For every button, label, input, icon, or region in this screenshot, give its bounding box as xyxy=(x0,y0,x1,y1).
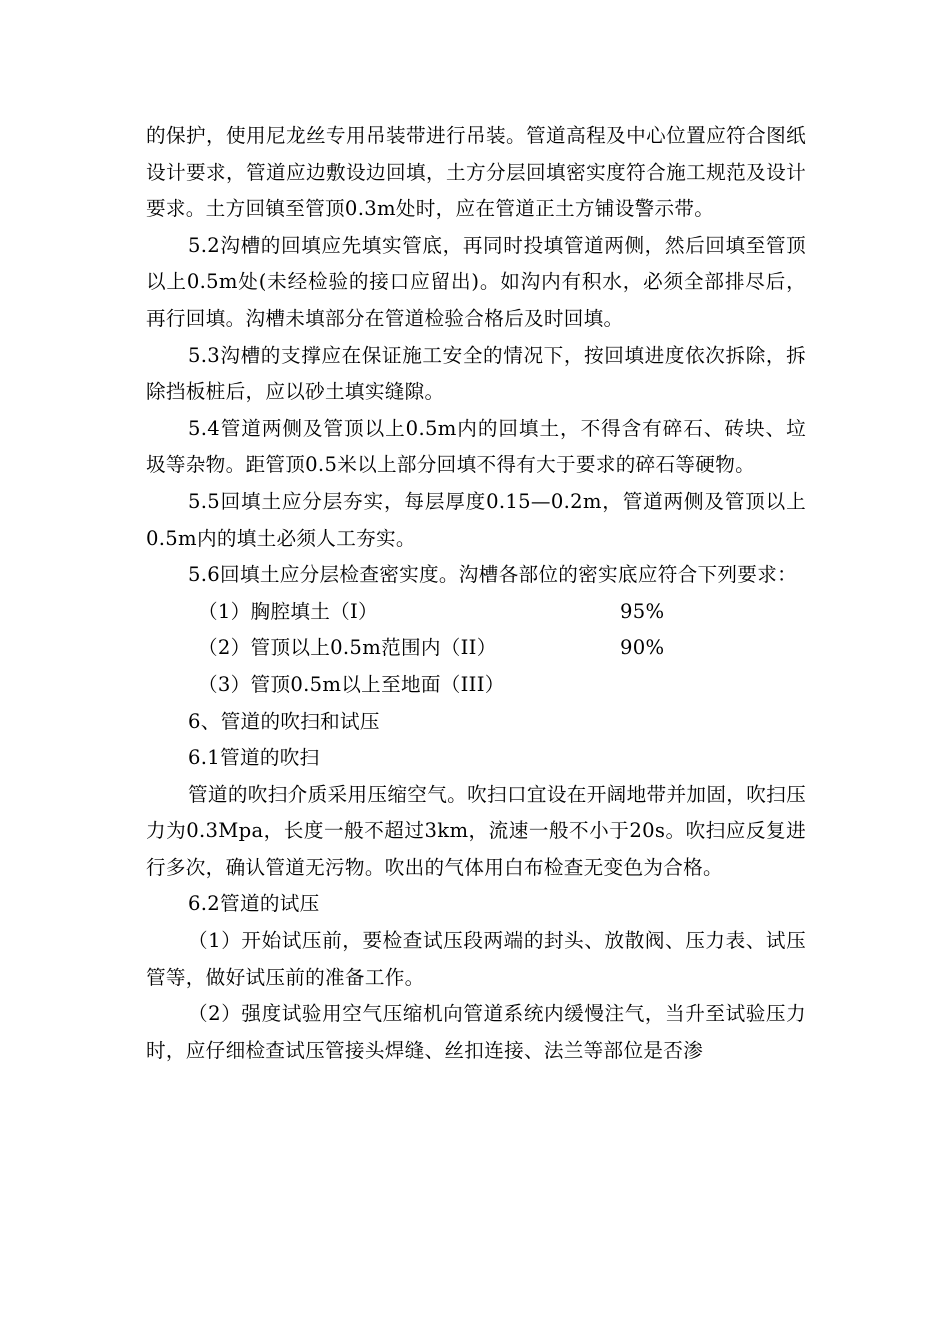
section-6-1-heading: 6.1管道的吹扫 xyxy=(188,746,320,770)
paragraph-5-5: 5.5回填土应分层夯实，每层厚度0.15—0.2m，管道两侧及管顶以上0.5m内的填土必须人工夯实。 xyxy=(146,489,806,550)
section-6-2-heading: 6.2管道的试压 xyxy=(188,892,320,916)
section-6-2-paragraph-2: （2）强度试验用空气压缩机向管道系统内缓慢注气，当升至试验压力时，应仔细检查试压管接头焊缝、丝扣连接、法兰等部位是否渗 xyxy=(146,1002,806,1062)
list-item-label: （1）胸腔填土（I） xyxy=(198,599,378,623)
list-item-label: （2）管顶以上0.5m范围内（II） xyxy=(198,636,497,660)
section-6-2-paragraph-1: （1）开始试压前，要检查试压段两端的封头、放散阀、压力表、试压管等，做好试压前的准备工作。 xyxy=(146,929,806,989)
list-item xyxy=(146,594,806,631)
list-item-label: （3）管顶0.5m以上至地面（III） xyxy=(198,672,505,696)
list-item xyxy=(146,630,806,667)
paragraph-5-6: 5.6回填土应分层检查密实度。沟槽各部位的密实底应符合下列要求： xyxy=(188,563,797,587)
paragraph-protection: 的保护，使用尼龙丝专用吊装带进行吊装。管道高程及中心位置应符合图纸设计要求，管道应边敷设边回填，土方分层回填密实度符合施工规范及设计要求。土方回镇至管顶0.3m处时，应在管道正土方铺设警示带。 xyxy=(146,124,806,221)
document-body xyxy=(146,118,806,1069)
list-item xyxy=(146,667,806,704)
paragraph-5-3: 5.3沟槽的支撑应在保证施工安全的情况下，按回填进度依次拆除，拆除挡板桩后，应以砂土填实缝隙。 xyxy=(146,343,806,404)
list-item-value: 90% xyxy=(620,636,665,660)
list-item-value: 95% xyxy=(620,599,665,623)
section-6-1-text: 管道的吹扫介质采用压缩空气。吹扫口宜设在开阔地带并加固，吹扫压力为0.3Mpa，长度一般不超过3km，流速一般不小于20s。吹扫应反复进行多次，确认管道无污物。吹出的气体用白布检查无变色为合格。 xyxy=(146,782,806,879)
paragraph-5-4: 5.4管道两侧及管顶以上0.5m内的回填土，不得含有碎石、砖块、垃圾等杂物。距管顶0.5米以上部分回填不得有大于要求的碎石等硬物。 xyxy=(146,416,806,477)
paragraph-5-2: 5.2沟槽的回填应先填实管底，再同时投填管道两侧，然后回填至管顶以上0.5m处(未经检验的接口应留出)。如沟内有积水，必须全部排尽后，再行回填。沟槽未填部分在管道检验合格后及时回填。 xyxy=(146,233,806,330)
section-6-heading: 6、管道的吹扫和试压 xyxy=(188,709,380,733)
